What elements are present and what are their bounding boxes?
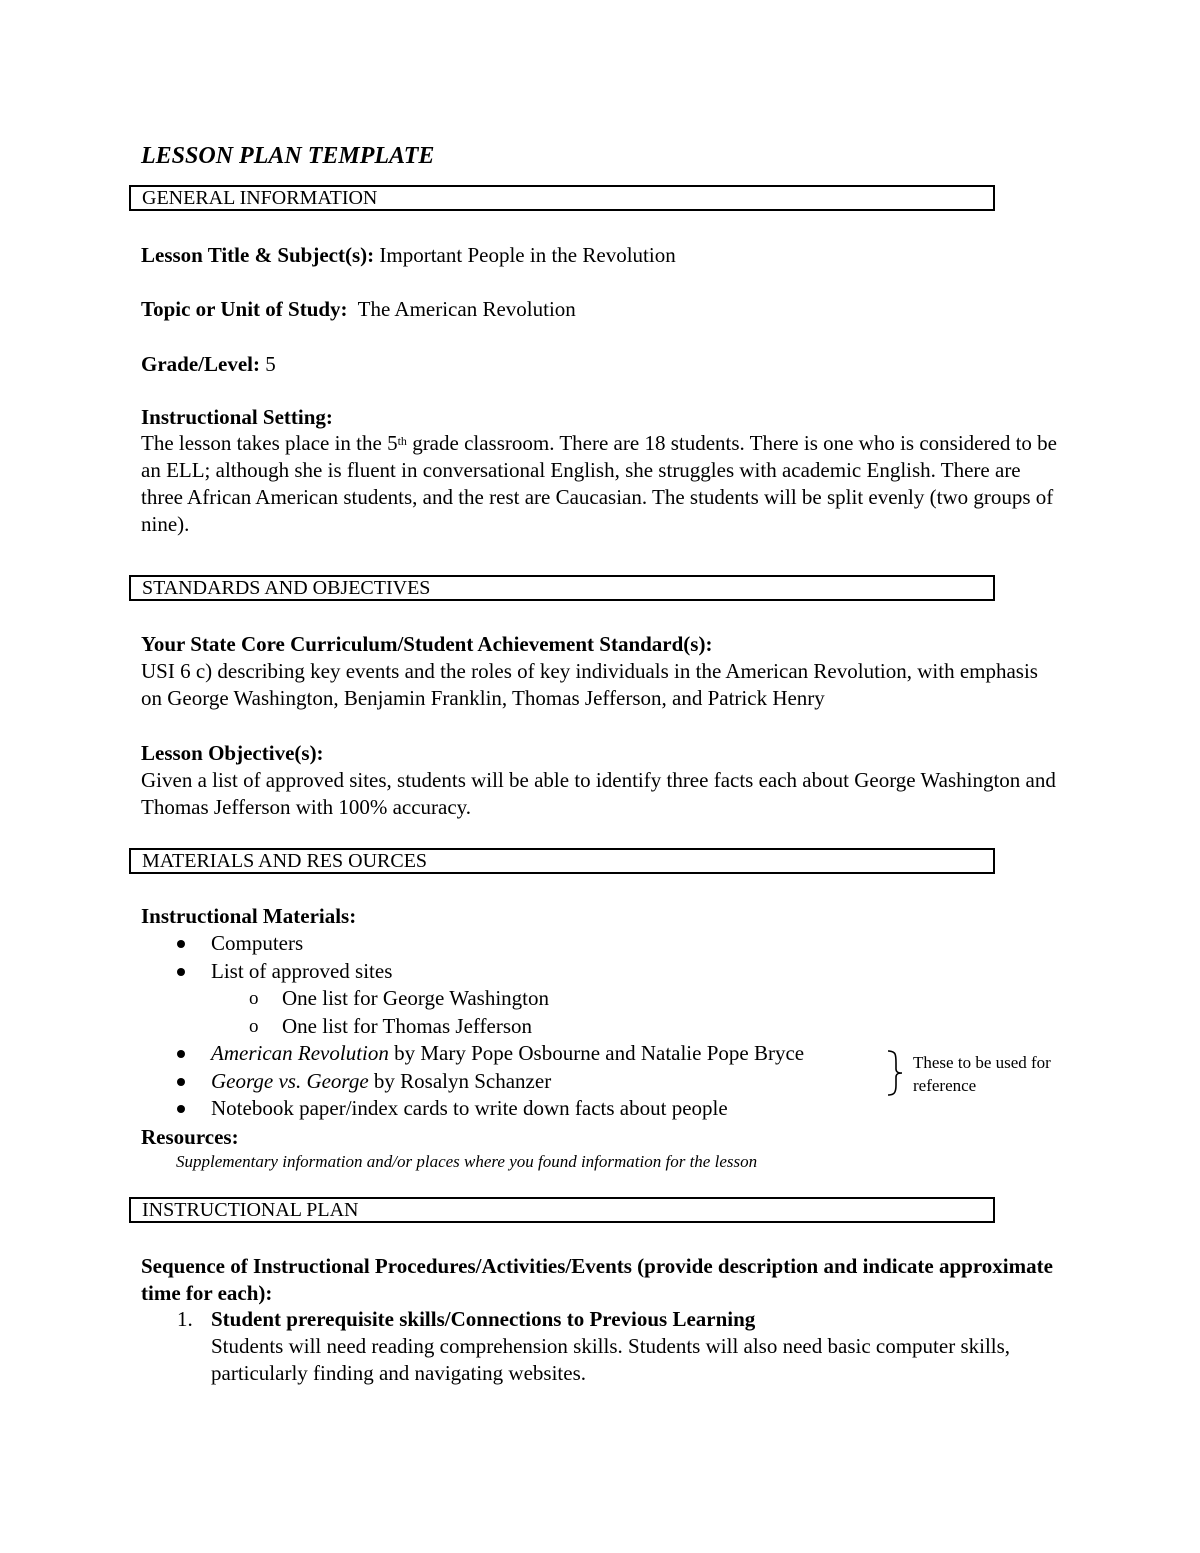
setting-label: Instructional Setting:: [141, 405, 333, 429]
list-item-text: List of approved sites: [211, 958, 393, 983]
list-item: [141, 1040, 804, 1068]
list-item: [141, 930, 804, 958]
book-title: George vs. George: [211, 1068, 369, 1093]
lesson-title-value: Important People in the Revolution: [374, 243, 676, 267]
list-item: [141, 1306, 1061, 1387]
resources-note: Supplementary information and/or places where you found information for the lesson: [176, 1152, 758, 1171]
circle-bullet-icon: o: [249, 988, 259, 1009]
step-text: Students will need reading comprehension skills. Students will also need basic computer skills, particularly finding and navigating websites.: [211, 1334, 1011, 1385]
list-item-text: by Mary Pope Osbourne and Natalie Pope Bryce: [388, 1041, 805, 1065]
setting-text: [141, 430, 1061, 538]
setting-text-b: grade classroom. There are 18 students. There is one who is considered to be an ELL; although she is fluent in conversational English, she struggles with academic English. There are three African American students, and the rest are Caucasian. The students will be split evenly (two groups of nine).: [141, 431, 1057, 536]
instructional-materials-label: Instructional Materials:: [141, 904, 357, 928]
resources-label: Resources:: [141, 1125, 239, 1149]
step-number: 1.: [177, 1307, 193, 1331]
grade-label: Grade/Level:: [141, 352, 260, 376]
sequence-label: Sequence of Instructional Procedures/Activities/Events (provide description and indicate approximate time for each):: [141, 1254, 1053, 1305]
list-item: [141, 958, 804, 986]
lesson-title-label: Lesson Title & Subject(s):: [141, 243, 375, 267]
core-standard-label: Your State Core Curriculum/Student Achievement Standard(s):: [141, 632, 713, 656]
core-standard-text: USI 6 c) describing key events and the roles of key individuals in the American Revolution, with emphasis on George Washington, Benjamin Franklin, Thomas Jefferson, and Patrick Henry: [141, 659, 1038, 710]
topic-label: Topic or Unit of Study:: [141, 297, 348, 321]
list-item-text: Computers: [211, 931, 304, 955]
bullet-icon: [177, 968, 185, 976]
section-header-general: GENERAL INFORMATION: [129, 185, 995, 211]
section-header-materials: MATERIALS AND RES OURCES: [129, 848, 995, 874]
list-item-text: Notebook paper/index cards to write down facts about people: [211, 1096, 728, 1120]
page-title: LESSON PLAN TEMPLATE: [141, 143, 435, 169]
setting-sup: th: [397, 434, 407, 448]
bullet-icon: [177, 1105, 185, 1113]
circle-bullet-icon: o: [249, 1015, 259, 1037]
materials-list: [141, 930, 804, 1123]
brace-note: These to be used for reference: [913, 1053, 1051, 1095]
lesson-title-row: [141, 243, 676, 268]
section-header-instructional: INSTRUCTIONAL PLAN: [129, 1197, 995, 1223]
list-item: [141, 1095, 804, 1123]
list-item-text: One list for George Washington: [282, 986, 549, 1010]
step-heading: Student prerequisite skills/Connections to Previous Learning: [211, 1307, 756, 1331]
steps-list: [141, 1306, 1061, 1387]
sub-list-item: [141, 1013, 804, 1041]
book-title: American Revolution: [211, 1041, 389, 1065]
section-header-standards: STANDARDS AND OBJECTIVES: [129, 575, 995, 601]
topic-value: The American Revolution: [347, 297, 576, 321]
bullet-icon: [177, 1050, 185, 1058]
setting-text-a: The lesson takes place in the 5: [141, 431, 398, 455]
brace-icon: [884, 1049, 908, 1097]
list-item: [141, 1068, 804, 1096]
topic-row: [141, 297, 576, 322]
sub-list-item: [141, 985, 804, 1013]
bullet-icon: [177, 1078, 185, 1086]
grade-value: 5: [259, 352, 276, 376]
list-item-text: One list for Thomas Jefferson: [282, 1013, 533, 1038]
objective-label: Lesson Objective(s):: [141, 741, 324, 765]
list-item-text: by Rosalyn Schanzer: [368, 1068, 552, 1093]
grade-row: [141, 352, 276, 377]
bullet-icon: [177, 940, 185, 948]
objective-text: Given a list of approved sites, students will be able to identify three facts each about George Washington and Thomas Jefferson with 100% accuracy.: [141, 768, 1056, 819]
